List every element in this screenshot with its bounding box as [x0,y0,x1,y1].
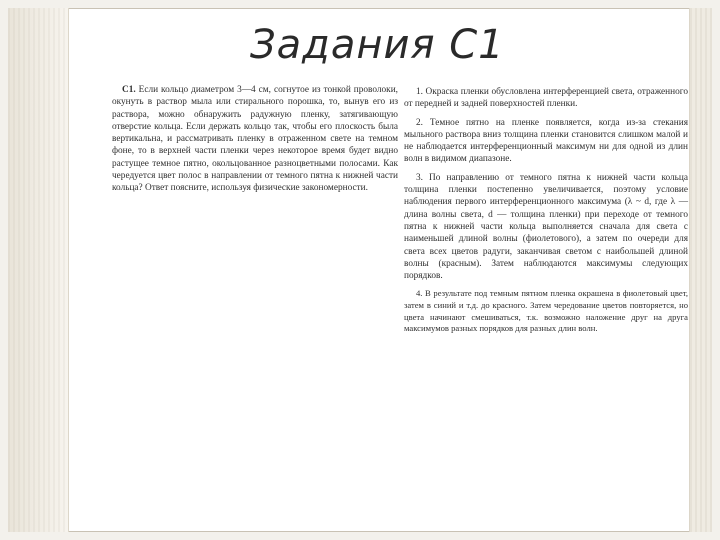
answer-2: 2. Темное пятно на пленке появляется, когда из-за стекания мыльного раствора вниз толщина пленки становится слишком малой и не наблюдается интерференционный максимум ни для одной из длин волн в видимом диапазоне. [404,117,688,165]
answer-4: 4. В результате под темным пятном пленка окрашена в фиолетовый цвет, затем в синий и т.д. до красного. Затем чередование цветов повторяется, но цвета начинают смешиваться, т.к. возможно наложение друг на друга максимумов разных порядков для разных длин волн. [404,288,688,334]
left-decorative-band [8,8,69,532]
answer-1: 1. Окраска пленки обусловлена интерференцией света, отраженного от передней и задней поверхностей пленки. [404,87,688,110]
problem-text [112,84,398,195]
problem-label: С1. [122,85,136,95]
page-title: Задания С1 [250,22,505,68]
problem-body: Если кольцо диаметром 3—4 см, согнутое из тонкой проволоки, окунуть в раствор мыла или стирального порошка, то, вынув его из раствора, можно обнаружить радужную пленку, затягивающую отверстие кольца. Если держать кольцо так, чтобы его плоскость была вертикальна, и рассматривать пленку в отраженном свете на темном фоне, то в верхней части пленки через некоторое время будет видно растущее темное пятно, окольцованное разноцветными полосами. Как чередуется цвет полос в направлении от темного пятна к нижней части кольца? Ответ поясните, используя физические закономерности. [112,85,398,194]
answer-3: 3. По направлению от темного пятна к нижней части кольца толщина пленки постепенно увеличивается, поэтому условие наблюдения первого интерференционного максимума (λ ~ d, где λ — длина волны света, d — толщина пленки) при переходе от темного пятна к нижней части кольца выполняется сначала для света с наименьшей длиной волны (фиолетового), а затем по очереди для света всех цветов радуги, заканчивая светом с наибольшей длиной волны (красным). Затем наблюдаются максимумы следующих порядков. [404,172,688,282]
answer-column [404,86,688,341]
right-decorative-band [689,8,712,532]
